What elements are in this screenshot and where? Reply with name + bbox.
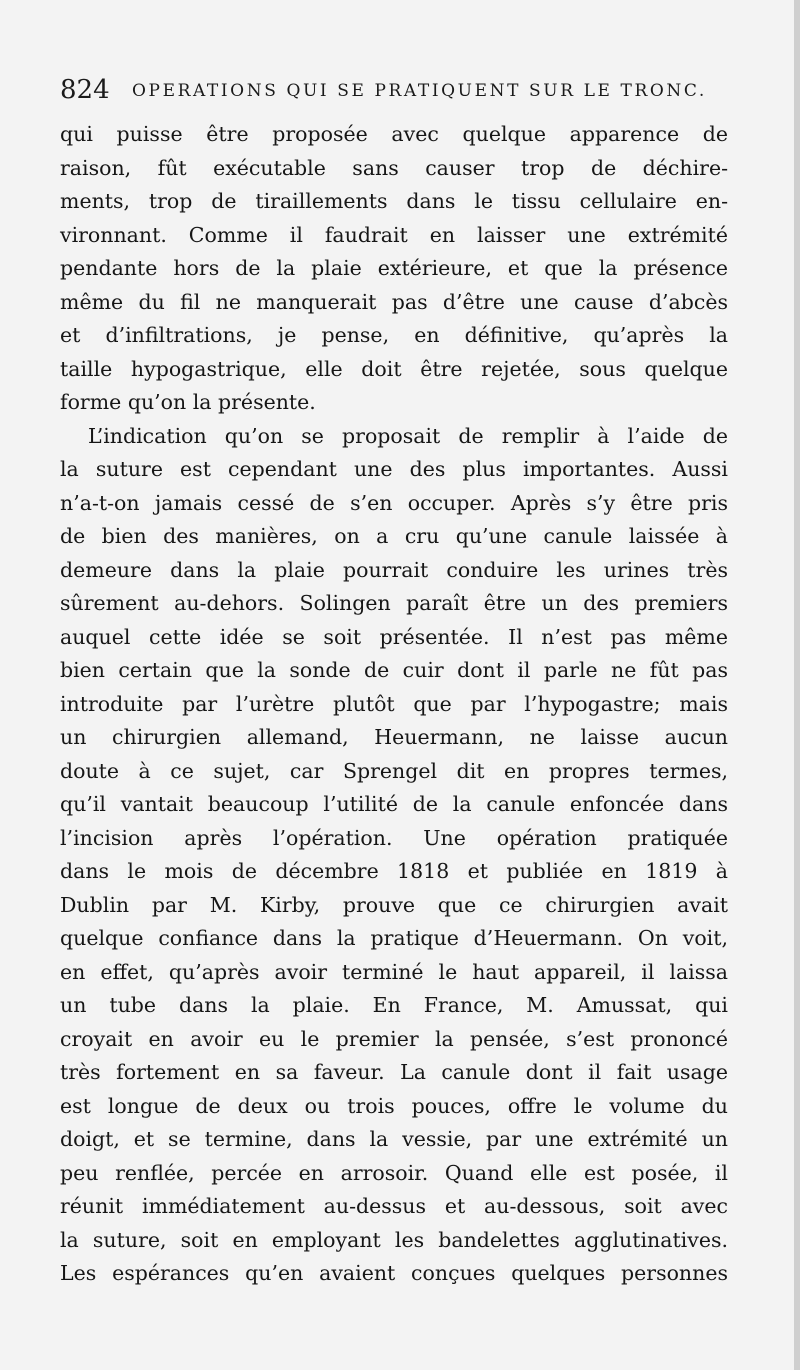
text-line: qu’il vantait beaucoup l’utilité de la canule enfoncée dans bbox=[60, 792, 728, 816]
text-line: la suture est cependant une des plus importantes. Aussi bbox=[60, 457, 728, 481]
text-line: peu renflée, percée en arrosoir. Quand elle est posée, il bbox=[60, 1160, 728, 1185]
text-line: vironnant. Comme il faudrait en laisser une extrémité bbox=[60, 222, 728, 247]
text-line: dans le mois de décembre 1818 et publiée en 1819 à bbox=[60, 859, 728, 883]
text-line: n’a-t-on jamais cessé de s’en occuper. Après s’y être pris bbox=[60, 490, 728, 515]
text-line: la suture, soit en employant les bandelettes agglutinatives. bbox=[60, 1227, 728, 1252]
page-header bbox=[60, 72, 750, 108]
text-line: auquel cette idée se soit présentée. Il n’est pas même bbox=[60, 624, 728, 649]
text-line: raison, fût exécutable sans causer trop de déchire- bbox=[60, 155, 728, 180]
text-line: un chirurgien allemand, Heuermann, ne laisse aucun bbox=[60, 725, 728, 749]
text-line: taille hypogastrique, elle doit être rejetée, sous quelque bbox=[60, 356, 728, 381]
text-line: même du fil ne manquerait pas d’être une cause d’abcès bbox=[60, 289, 728, 314]
text-line: pendante hors de la plaie extérieure, et que la présence bbox=[60, 256, 728, 280]
text-line: qui puisse être proposée avec quelque apparence de bbox=[60, 122, 728, 146]
text-line: L’indication qu’on se proposait de remplir à l’aide de bbox=[88, 423, 728, 448]
text-line: demeure dans la plaie pourrait conduire les urines très bbox=[60, 557, 728, 582]
page-edge bbox=[794, 0, 800, 1370]
text-line: de bien des manières, on a cru qu’une canule laissée à bbox=[60, 524, 728, 548]
running-head: OPERATIONS QUI SE PRATIQUENT SUR LE TRONC. bbox=[132, 81, 707, 101]
text-line: croyait en avoir eu le premier la pensée, s’est prononcé bbox=[60, 1026, 728, 1051]
text-line: très fortement en sa faveur. La canule dont il fait usage bbox=[60, 1060, 728, 1084]
text-line: et d’infiltrations, je pense, en définitive, qu’après la bbox=[60, 323, 728, 347]
text-line: ments, trop de tiraillements dans le tissu cellulaire en- bbox=[60, 189, 728, 213]
text-line: Dublin par M. Kirby, prouve que ce chirurgien avait bbox=[60, 892, 728, 917]
page-number: 824 bbox=[60, 75, 110, 105]
text-line: forme qu’on la présente. bbox=[60, 390, 316, 414]
text-line: un tube dans la plaie. En France, M. Amussat, qui bbox=[60, 993, 728, 1017]
text-line: Les espérances qu’en avaient conçues quelques personnes bbox=[60, 1261, 728, 1285]
text-line: bien certain que la sonde de cuir dont il parle ne fût pas bbox=[60, 658, 728, 682]
text-line: quelque confiance dans la pratique d’Heuermann. On voit, bbox=[60, 926, 728, 950]
text-line: réunit immédiatement au-dessus et au-dessous, soit avec bbox=[60, 1194, 728, 1218]
text-line: doigt, et se termine, dans la vessie, par une extrémité un bbox=[60, 1127, 728, 1151]
text-line: l’incision après l’opération. Une opération pratiquée bbox=[60, 825, 728, 850]
body-text bbox=[60, 118, 728, 1291]
text-line: introduite par l’urètre plutôt que par l’hypogastre; mais bbox=[60, 691, 728, 716]
text-line: doute à ce sujet, car Sprengel dit en propres termes, bbox=[60, 758, 728, 783]
text-line: sûrement au-dehors. Solingen paraît être un des premiers bbox=[60, 591, 728, 615]
text-line: est longue de deux ou trois pouces, offre le volume du bbox=[60, 1093, 728, 1118]
text-line: en effet, qu’après avoir terminé le haut appareil, il laissa bbox=[60, 959, 728, 984]
